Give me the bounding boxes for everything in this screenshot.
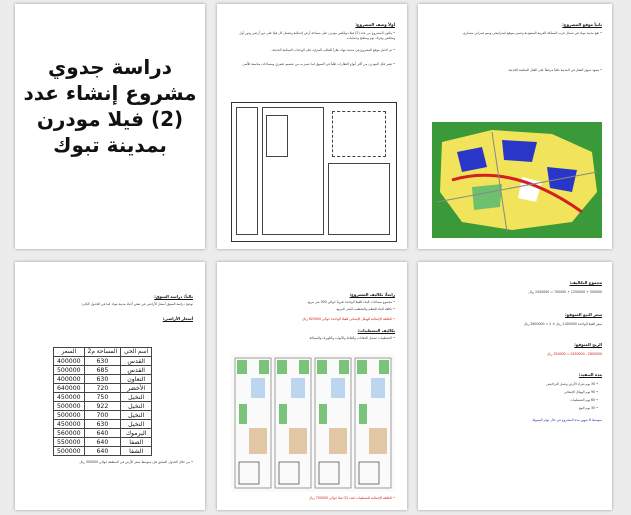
paragraph: • من خلال الجدول السابق فإن متوسط سعر الأرض في المنطقة حوالي 500000 ريال [29,460,193,465]
section-heading: تكاليف التشطيبات: [357,328,395,333]
table-row [54,402,152,411]
cover-title [23,54,197,158]
table-cell: 630 [84,357,121,366]
table-row [54,357,152,366]
duration-item: • 30 يوم شراء الأرض وعمل التراخيص [430,382,598,387]
villa-elevation-drawings [231,354,395,492]
table-cell: 922 [84,402,121,411]
table-cell: 550000 [54,438,85,447]
table-row [54,384,152,393]
table-cell: 700 [84,411,121,420]
paragraph: • التكلفة الإجمالية للتشطيبات لعدد (2) فيلا حوالي 700000 ريال [231,496,395,501]
table-row [54,447,152,456]
profit-line: 2800000 - 2450000 = 350000 ريال [546,352,602,356]
paragraph: توضح دراسة السوق أسعار الأراضي في بعض أحياء مدينة تبوك كما في الجدول التالي: [81,302,193,306]
header-cell: السعر [54,348,85,357]
duration-item: • 30 يوم البيع [430,406,598,411]
page-cover [15,4,205,249]
section-heading: ثالثاً: دراسة السوق: [154,294,193,299]
paragraph: • يتكون المشروع من عدد (2) فيلا دوبلكس مودرن على مساحة أرض إجمالية وتشمل كل فيلا على دور أرضي ودور أول ومجلس وغرف نوم ومطبخ وحمامات. [231,31,395,41]
cover-line-1: دراسة جدوي [47,55,173,79]
paragraph: • التشطيبات تشمل الدهانات والبلاط والأبواب والكهرباء والسباكة. [231,336,395,341]
header-cell: المساحة م2 [84,348,121,357]
paragraph: • مجموع مساحات البناء للفيلا الواحدة تقريباً حوالي 500 متر مربع. [231,300,395,305]
table-cell: 640 [84,447,121,456]
table-header-row [54,348,152,357]
table-row [54,420,152,429]
table-cell: 450000 [54,393,85,402]
sale-price-line: سعر الفيلا الواحدة 1400000 ريال × 2 = 2800000 ريال [523,322,602,326]
table-cell: النخيل [121,411,152,420]
table-cell: 500000 [54,411,85,420]
table-cell: الصفا [121,438,152,447]
table-cell: النخيل [121,420,152,429]
table-cell: 630 [84,375,121,384]
cover-line-3: (2) فيلا مودرن [36,107,184,131]
table-row [54,393,152,402]
table-cell: 450000 [54,420,85,429]
sale-price-heading: سعر البيع المتوقع: [565,312,602,317]
table-cell: القدس [121,366,152,375]
table-row [54,429,152,438]
table-cell: الشفا [121,447,152,456]
table-cell: اليرموك [121,429,152,438]
page-project-costs [217,262,407,510]
table-cell: 640 [84,429,121,438]
table-row [54,375,152,384]
table-cell: 685 [84,366,121,375]
table-cell: 630 [84,420,121,429]
duration-heading: مدة التنفيذ: [578,372,602,377]
page-market-study [15,262,205,510]
table-cell: القدس [121,357,152,366]
paragraph: • يشهد سوق العقار في المدينة طلباً مرتفعاً على الفلل السكنية الحديثة. [430,68,602,73]
cover-line-4: بمدينة تبوك [53,133,167,157]
table-cell: النخيل [121,402,152,411]
paragraph: • تكلفة البناء للعظم والتشطيب للمتر المربع. [231,307,395,312]
paragraph: • تعتبر فلل المودرن من أكثر أنواع العقارات طلباً في السوق لما تتميز به من تصميم عصري ومساحات مناسبة للأسر. [231,62,395,67]
section-heading: ثانياً موقع المشروع: [562,22,602,27]
table-cell: الأخضر [121,384,152,393]
paragraph: • التكلفة الإجمالية للهيكل الإنشائي للفيلا الواحدة حوالي 625000 ريال [231,317,395,322]
table-cell: 400000 [54,375,85,384]
table-cell: 500000 [54,402,85,411]
table-cell: 750 [84,393,121,402]
duration-item: • 60 يوم التشطيبات [430,398,598,403]
total-costs-heading: مجموع التكاليف: [569,280,602,285]
profit-heading: الربح المتوقع: [574,342,602,347]
table-cell: 500000 [54,366,85,375]
duration-total: متوسط 6 شهور مدة المشروع في حال توفر السيولة [532,418,602,422]
table-cell: 720 [84,384,121,393]
total-costs-line: 500000 + 1250000 + 700000 = 2450000 ريال [528,290,602,294]
duration-item: • 90 يوم الهيكل الإنشائي [430,390,598,395]
table-row [54,411,152,420]
paragraph: • تقع مدينة تبوك في شمال غرب المملكة العربية السعودية وتتميز بموقع استراتيجي ونمو عمراني متسارع. [430,31,602,36]
table-cell: 640 [84,438,121,447]
table-cell: 400000 [54,357,85,366]
table-row [54,438,152,447]
table-cell: التعاون [121,375,152,384]
cover-line-2: مشروع إنشاء عدد [23,81,197,105]
page-summary [418,262,612,510]
paragraph: • تم اختيار موقع المشروع في مدينة تبوك نظراً للطلب المتزايد على الوحدات السكنية الحديثة. [231,48,395,53]
table-row [54,366,152,375]
city-map-image [432,122,602,238]
sub-heading: أسعار الأراضي: [162,316,193,321]
header-cell: اسم الحي [121,348,152,357]
page-project-location [418,4,612,249]
table-cell: 500000 [54,447,85,456]
section-heading: رابعاً: تكاليف المشروع: [349,292,395,297]
land-prices-table [53,347,152,456]
table-cell: النخيل [121,393,152,402]
page-project-description [217,4,407,249]
section-heading: أولاً وصف المشروع: [355,22,395,27]
table-cell: 640000 [54,384,85,393]
floor-plan [231,102,397,242]
table-cell: 560000 [54,429,85,438]
